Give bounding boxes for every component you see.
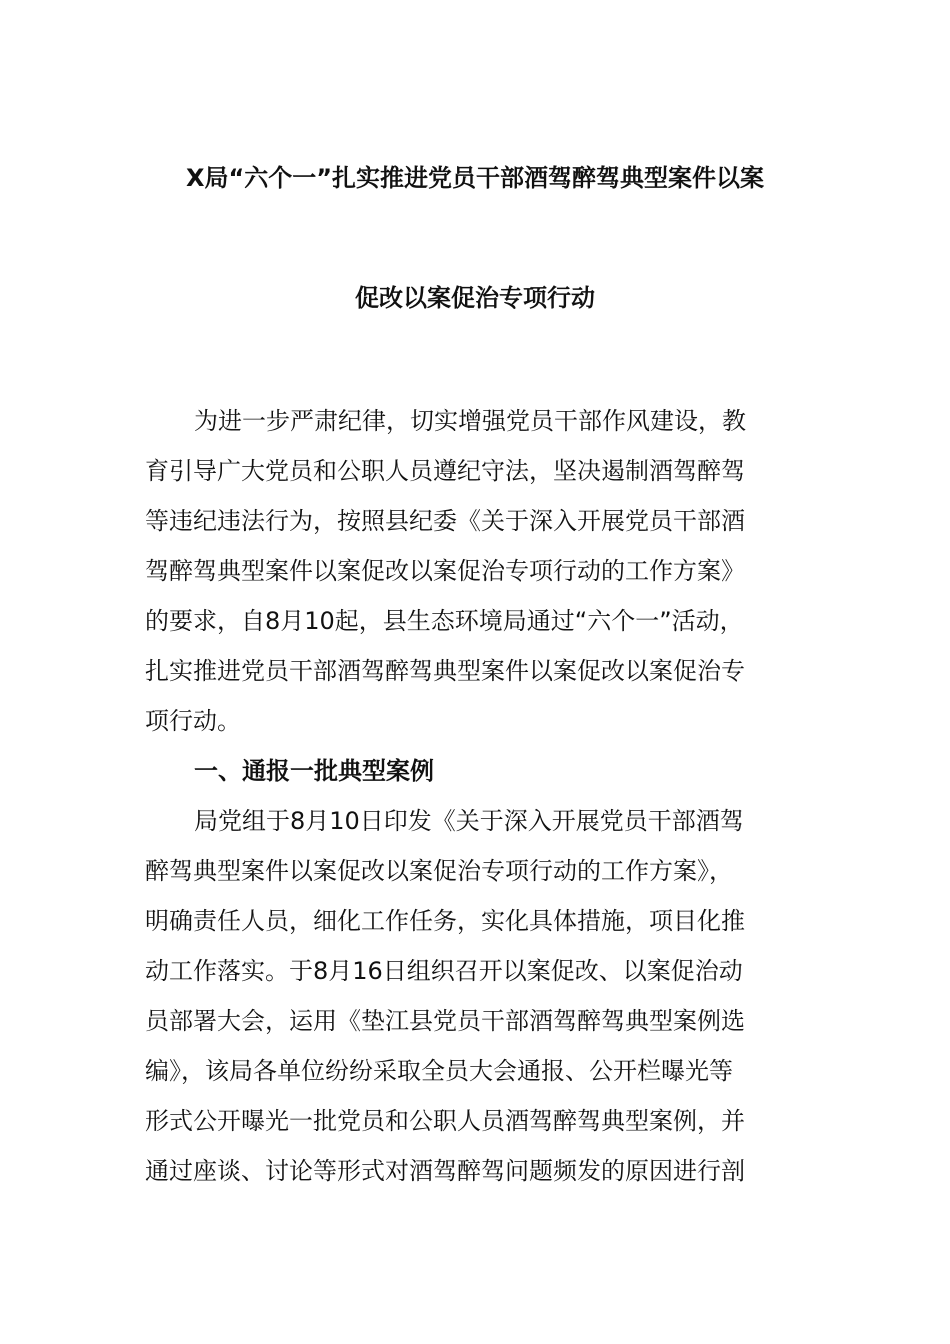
paragraph-line: 醉驾典型案件以案促改以案促治专项行动的工作方案》， bbox=[145, 857, 733, 885]
paragraph-line: 局党组于8月10日印发《关于深入开展党员干部酒驾 bbox=[194, 807, 744, 835]
paragraph-line: 形式公开曝光一批党员和公职人员酒驾醉驾典型案例，并 bbox=[145, 1107, 745, 1135]
paragraph-line: 动工作落实。于8月16日组织召开以案促改、以案促治动 bbox=[145, 957, 743, 985]
paragraph-line: 员部署大会，运用《垫江县党员干部酒驾醉驾典型案例选 bbox=[145, 1007, 745, 1035]
paragraph-line: 通过座谈、讨论等形式对酒驾醉驾问题频发的原因进行剖 bbox=[145, 1157, 745, 1185]
paragraph-line: 育引导广大党员和公职人员遵纪守法，坚决遏制酒驾醉驾 bbox=[145, 457, 745, 485]
paragraph-line: 项行动。 bbox=[145, 707, 241, 735]
paragraph-line: 等违纪违法行为，按照县纪委《关于深入开展党员干部酒 bbox=[145, 507, 745, 535]
paragraph-line: 明确责任人员，细化工作任务，实化具体措施，项目化推 bbox=[145, 907, 745, 935]
document-title-line-1: X局“六个一”扎实推进党员干部酒驾醉驾典型案件以案 bbox=[185, 164, 765, 192]
paragraph-line: 的要求，自8月10起，县生态环境局通过“六个一”活动， bbox=[145, 607, 744, 635]
paragraph-line: 驾醉驾典型案件以案促改以案促治专项行动的工作方案》 bbox=[145, 557, 745, 585]
document-title-line-2: 促改以案促治专项行动 bbox=[355, 284, 595, 312]
paragraph-line: 编》，该局各单位纷纷采取全员大会通报、公开栏曝光等 bbox=[145, 1057, 733, 1085]
paragraph-line: 为进一步严肃纪律，切实增强党员干部作风建设，教 bbox=[194, 407, 746, 435]
paragraph-line: 扎实推进党员干部酒驾醉驾典型案件以案促改以案促治专 bbox=[145, 657, 745, 685]
section-heading: 一、通报一批典型案例 bbox=[194, 757, 434, 785]
